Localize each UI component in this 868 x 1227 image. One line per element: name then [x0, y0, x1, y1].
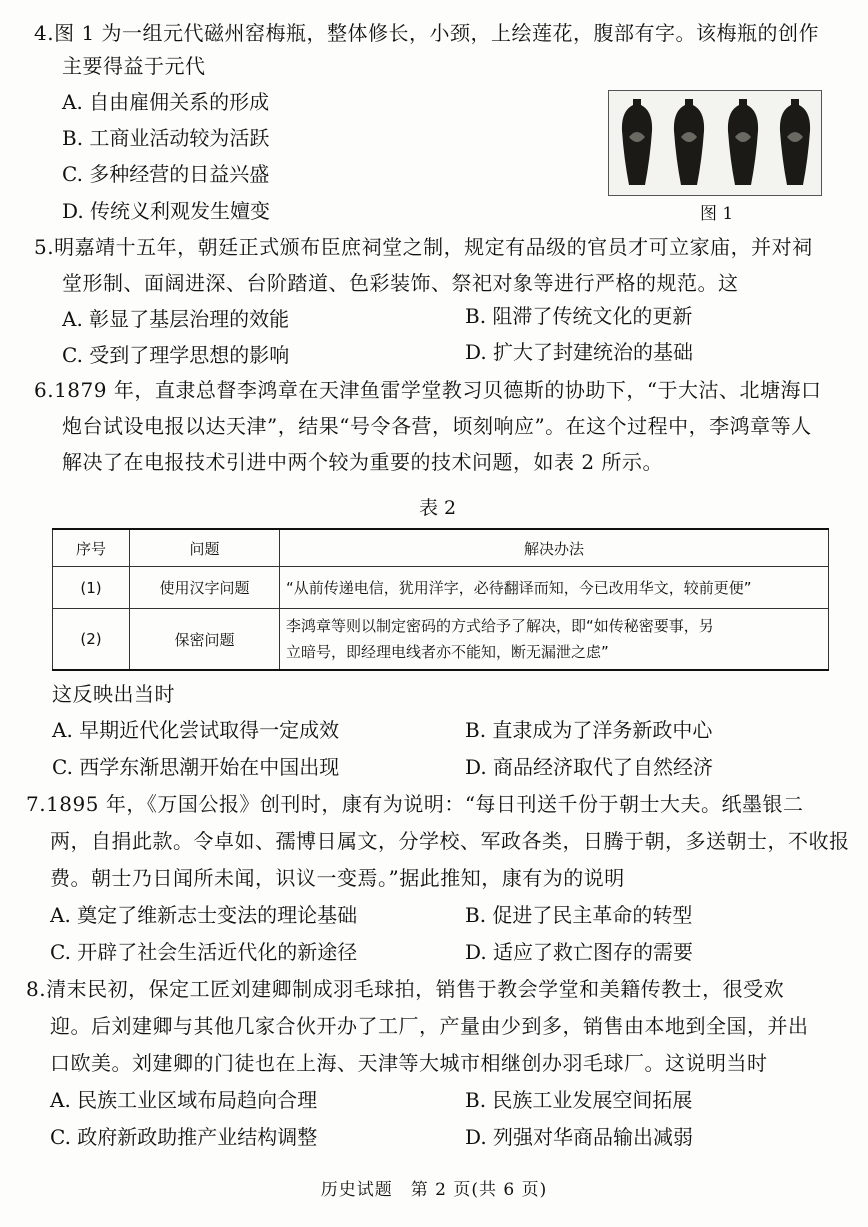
q4-stem-line-1: 4.图 1 为一组元代磁州窑梅瓶，整体修长，小颈，上绘莲花，腹部有字。该梅瓶的创作 — [34, 21, 820, 45]
q4-option-a: A. 自由雇佣关系的形成 — [62, 90, 270, 114]
q4-option-b: B. 工商业活动较为活跃 — [62, 126, 270, 150]
q7-stem-line-1: 7.1895 年，《万国公报》创刊时，康有为说明：“每日刊送千份于朝士大夫。纸墨银二 — [26, 792, 804, 816]
solution-text: 李鸿章等则以制定密码的方式给予了解决，即“如传秘密要事，另 — [286, 617, 714, 635]
q4-stem-line-2: 主要得益于元代 — [62, 54, 206, 78]
q6-stem-line-3: 解决了在电报技术引进中两个较为重要的技术问题，如表 2 所示。 — [62, 450, 663, 474]
q5-stem-line-1: 5.明嘉靖十五年，朝廷正式颁布臣庶祠堂之制，规定有品级的官员才可立家庙，并对祠 — [34, 235, 813, 259]
q8-option-a: A. 民族工业区域布局趋向合理 — [50, 1088, 318, 1112]
q6-stem-line-1: 6.1879 年，直隶总督李鸿章在天津鱼雷学堂教习贝德斯的协助下，“于大沽、北塘海口 — [34, 378, 822, 402]
figure-caption: 图 1 — [700, 204, 734, 224]
q5-option-b: B. 阻滞了传统文化的更新 — [465, 304, 693, 328]
table-row — [53, 609, 829, 671]
q6-option-b: B. 直隶成为了洋务新政中心 — [465, 718, 713, 742]
q8-stem-line-3: 口欧美。刘建卿的门徒也在上海、天津等大城市相继创办羽毛球厂。这说明当时 — [50, 1051, 768, 1075]
q8-option-c: C. 政府新政助推产业结构调整 — [50, 1125, 318, 1149]
row-number: (1) — [53, 567, 130, 609]
q6-option-c: C. 西学东渐思潮开始在中国出现 — [52, 755, 340, 779]
telegraph-problems-table — [52, 528, 829, 671]
q7-stem-line-2: 两，自捐此款。令卓如、孺博日属文，分学校、军政各类，日腾于朝，多送朝士，不收报 — [50, 829, 850, 853]
q7-stem-line-3: 费。朝士乃日闻所未闻，识议一变焉。”据此推知，康有为的说明 — [50, 866, 625, 890]
q5-option-d: D. 扩大了封建统治的基础 — [465, 340, 694, 364]
solution-text: 立暗号，即经理电线者亦不能知，断无漏泄之虑” — [286, 643, 609, 661]
table-row — [53, 567, 829, 609]
q6-stem-line-2: 炮台试设电报以达天津”，结果“号令各营，顷刻响应”。在这个过程中，李鸿章等人 — [62, 414, 812, 438]
vase-image — [725, 97, 761, 189]
header-solution: 解决办法 — [280, 529, 829, 567]
vase-image — [777, 97, 813, 189]
q7-option-b: B. 促进了民主革命的转型 — [465, 903, 693, 927]
q6-option-a: A. 早期近代化尝试取得一定成效 — [52, 718, 340, 742]
q8-stem-line-1: 8.清末民初，保定工匠刘建卿制成羽毛球拍，销售于教会学堂和美籍传教士，很受欢 — [26, 977, 785, 1001]
q8-option-d: D. 列强对华商品输出减弱 — [465, 1125, 694, 1149]
figure-1-meiping-vases — [608, 90, 822, 196]
header-number: 序号 — [53, 529, 130, 567]
q7-option-c: C. 开辟了社会生活近代化的新途径 — [50, 940, 358, 964]
header-problem: 问题 — [130, 529, 280, 567]
q5-option-a: A. 彰显了基层治理的效能 — [62, 307, 290, 331]
q6-option-d: D. 商品经济取代了自然经济 — [465, 755, 714, 779]
row-problem: 保密问题 — [130, 609, 280, 671]
q8-stem-line-2: 迎。后刘建卿与其他几家合伙开办了工厂，产量由少到多，销售由本地到全国，并出 — [50, 1014, 809, 1038]
row-solution — [280, 609, 829, 671]
q4-option-c: C. 多种经营的日益兴盛 — [62, 162, 270, 186]
row-problem: 使用汉字问题 — [130, 567, 280, 609]
row-number: (2) — [53, 609, 130, 671]
vase-image — [671, 97, 707, 189]
page-footer: 历史试题 第 2 页(共 6 页) — [320, 1180, 548, 1200]
q6-stem-line-4: 这反映出当时 — [52, 682, 175, 706]
row-solution — [280, 567, 829, 609]
q7-option-d: D. 适应了救亡图存的需要 — [465, 940, 694, 964]
table-title: 表 2 — [419, 497, 457, 519]
solution-text: “从前传递电信，犹用洋字，必待翻译而知，今已改用华文，较前更便” — [286, 578, 752, 597]
table-header-row — [53, 529, 829, 567]
vase-image — [619, 97, 655, 189]
q8-option-b: B. 民族工业发展空间拓展 — [465, 1088, 693, 1112]
q5-stem-line-2: 堂形制、面阔进深、台阶踏道、色彩装饰、祭祀对象等进行严格的规范。这 — [62, 271, 739, 295]
q4-option-d: D. 传统义利观发生嬗变 — [62, 199, 271, 223]
q7-option-a: A. 奠定了维新志士变法的理论基础 — [50, 903, 358, 927]
q5-option-c: C. 受到了理学思想的影响 — [62, 343, 290, 367]
